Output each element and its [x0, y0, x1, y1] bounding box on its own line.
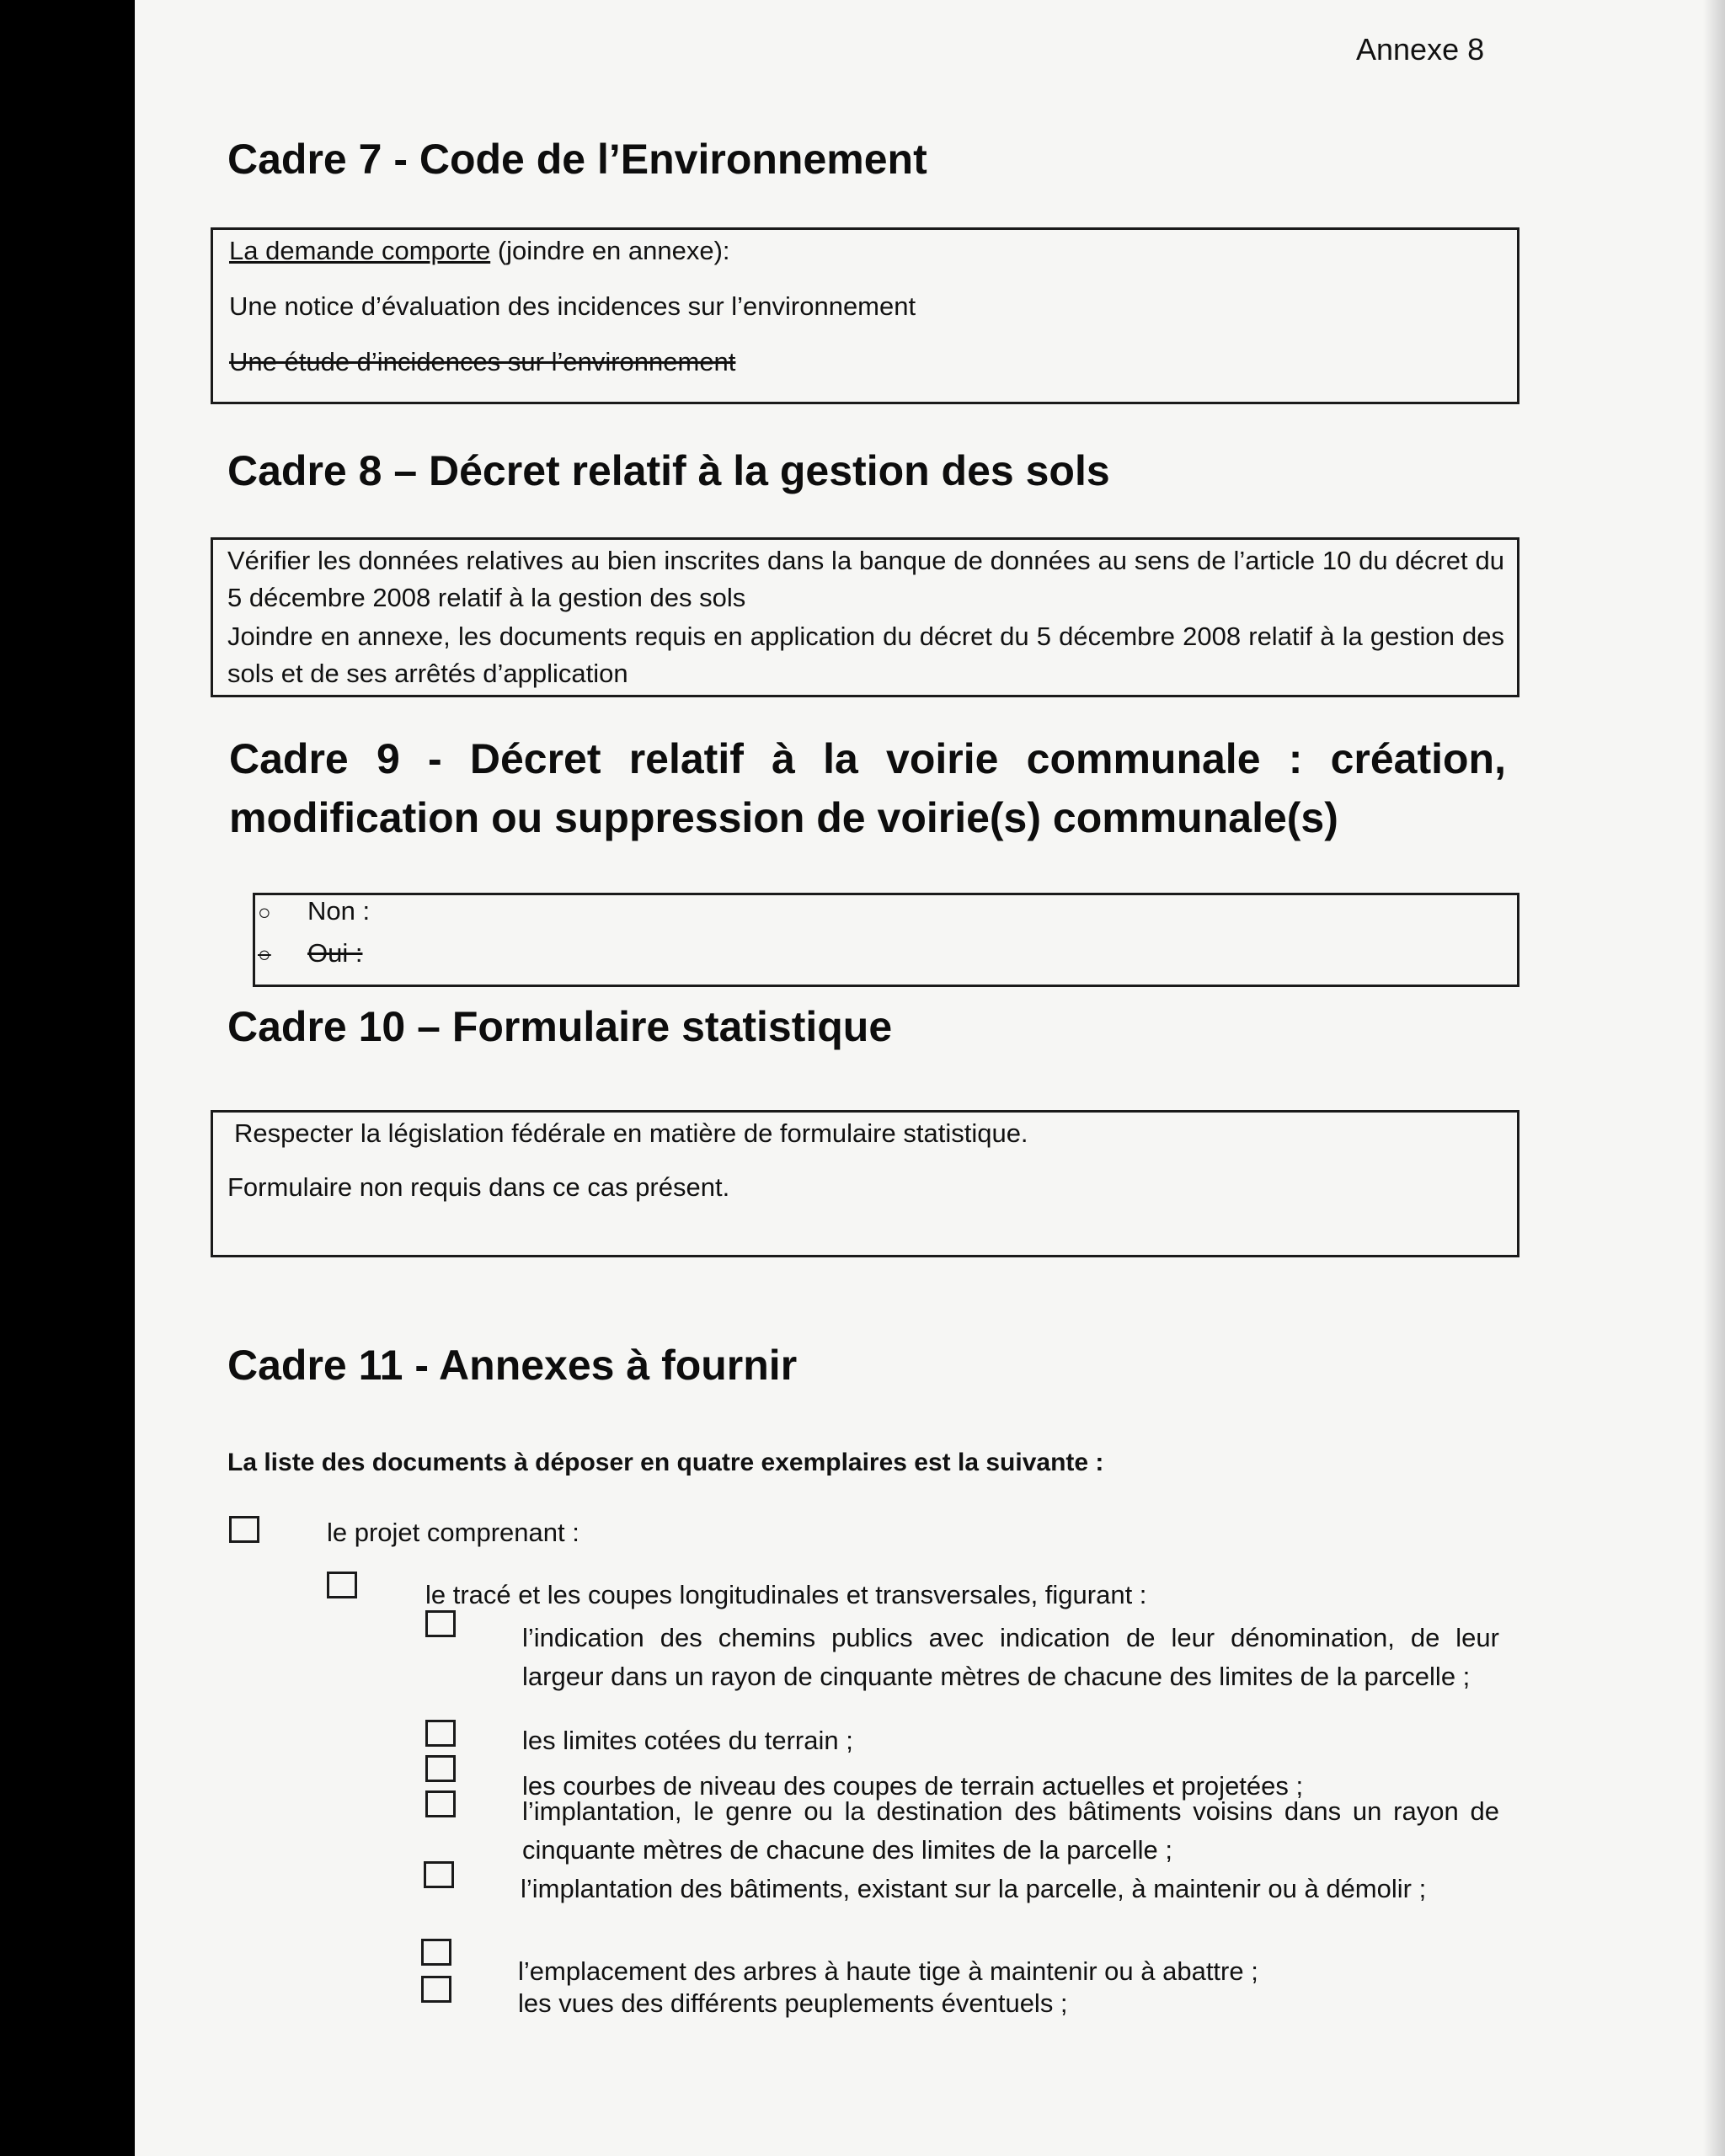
- cadre11-title: Cadre 11 - Annexes à fournir: [227, 1342, 798, 1389]
- cadre10-title: Cadre 10 – Formulaire statistique: [227, 1003, 893, 1050]
- cadre7-request: [229, 236, 730, 266]
- cadre8-p2: Joindre en annexe, les documents requis en application du décret du 5 décembre 2008 relatif à la gestion des sols et de ses arrêtés d’application: [227, 622, 1504, 688]
- cadre11-intro: La liste des documents à déposer en quatre exemplaires est la suivante :: [227, 1449, 1104, 1476]
- checkbox-batiments-voisins[interactable]: [425, 1790, 456, 1817]
- cadre8-title: Cadre 8 – Décret relatif à la gestion des sols: [227, 447, 1110, 494]
- checkbox-courbes[interactable]: [425, 1755, 456, 1782]
- cadre7-request-prefix: La demande comporte: [229, 236, 491, 265]
- cadre7-title: Cadre 7 - Code de l’Environnement: [227, 136, 927, 183]
- item-batiments-existants: l’implantation des bâtiments, existant sur la parcelle, à maintenir ou à démolir ;: [521, 1874, 1427, 1903]
- cadre10-line2: Formulaire non requis dans ce cas présent.: [227, 1172, 730, 1202]
- cadre7-line1: Une notice d’évaluation des incidences sur l’environnement: [229, 291, 916, 321]
- cadre9-title-line1: Cadre 9 - Décret relatif à la voirie communale : création,: [229, 735, 1506, 782]
- radio-non-icon[interactable]: ○: [258, 899, 271, 925]
- cadre9-title-line2: modification ou suppression de voirie(s) communale(s): [229, 794, 1338, 841]
- radio-oui-icon[interactable]: ○: [258, 942, 271, 967]
- item-limites: les limites cotées du terrain ;: [522, 1726, 853, 1755]
- item-vues: les vues des différents peuplements éventuels ;: [518, 1988, 1068, 2018]
- cadre10-line1: Respecter la législation fédérale en matière de formulaire statistique.: [234, 1118, 1028, 1148]
- cadre8-p1: Vérifier les données relatives au bien inscrites dans la banque de données au sens de l’article 10 du décret du 5 décembre 2008 relatif à la gestion des sols: [227, 546, 1504, 612]
- option-oui-label: Oui :: [307, 938, 363, 968]
- annex-label: Annexe 8: [1356, 32, 1485, 67]
- checkbox-limites[interactable]: [425, 1720, 456, 1747]
- item-chemins-publics: l’indication des chemins publics avec indication de leur dénomination, de leur largeur dans un rayon de cinquante mètres de chacune des limites de la parcelle ;: [522, 1623, 1499, 1691]
- trace-label: le tracé et les coupes longitudinales et transversales, figurant :: [425, 1580, 1147, 1609]
- checkbox-arbres[interactable]: [421, 1939, 451, 1966]
- item-courbes: les courbes de niveau des coupes de terrain actuelles et projetées ;: [522, 1771, 1304, 1801]
- option-non-label: Non :: [307, 896, 371, 926]
- projet-label: le projet comprenant :: [327, 1518, 579, 1547]
- cadre7-request-suffix: (joindre en annexe):: [490, 236, 730, 265]
- checkbox-chemins-publics[interactable]: [425, 1610, 456, 1637]
- checkbox-batiments-existants[interactable]: [424, 1861, 454, 1888]
- item-batiments-voisins: l’implantation, le genre ou la destination des bâtiments voisins dans un rayon de cinquante mètres de chacune des limites de la parcelle ;: [522, 1796, 1499, 1865]
- checkbox-vues[interactable]: [421, 1976, 451, 2003]
- checkbox-projet[interactable]: [229, 1516, 259, 1543]
- item-arbres: l’emplacement des arbres à haute tige à maintenir ou à abattre ;: [518, 1956, 1258, 1986]
- checkbox-trace[interactable]: [327, 1572, 357, 1598]
- cadre9-box: [253, 893, 1519, 987]
- cadre7-line2: Une étude d’incidences sur l’environnement: [229, 347, 736, 376]
